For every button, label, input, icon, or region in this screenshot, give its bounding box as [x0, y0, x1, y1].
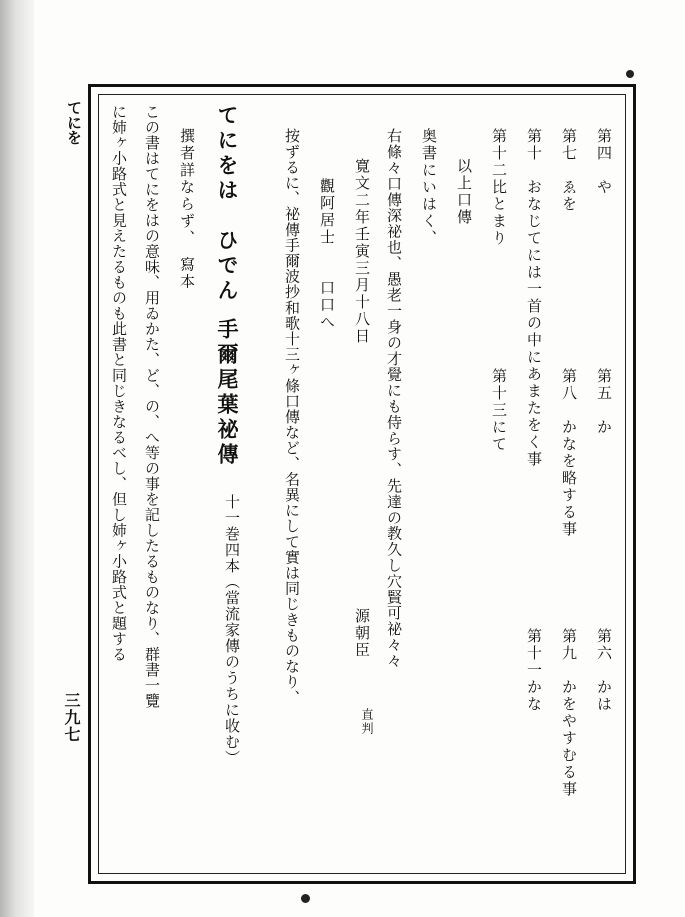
text-column: に姉ヶ小路式と見えたるものも此書と同じきなるべし、但し姉ヶ小路式と題する: [110, 104, 128, 662]
running-head: てにを: [65, 100, 83, 145]
list-entry: 第六 かは: [595, 628, 613, 713]
volume-note: 十一巻四本（當流家傳のうちに收む）: [223, 494, 241, 766]
list-entry: 第十三にて: [490, 368, 508, 453]
page-number: 三九七: [62, 692, 81, 743]
list-entry: 第七 ゑを: [560, 128, 578, 213]
list-entry: 第十二比とまり: [490, 128, 508, 247]
list-entry: 第五 か: [595, 368, 613, 436]
list-entry: 第四 や: [595, 128, 613, 196]
list-entry: 第十一かな: [525, 628, 543, 713]
scan-speck: [301, 894, 310, 903]
text-column: 撰者詳ならず、 寫本: [178, 128, 196, 291]
seal-note: 直判: [360, 708, 374, 736]
list-entry: 第十 おなじてには一首の中にあまたをく事: [525, 128, 543, 468]
scan-edge-shadow: [0, 0, 34, 917]
text-column: 以上口傳: [455, 158, 473, 226]
text-column: 觀阿居士 口口へ: [318, 178, 336, 331]
list-entry: 第九 かをやすむる事: [560, 628, 578, 798]
text-column: 右條々口傳深祕也、愚老一身の才覺にも侍らす、先達の教久し穴賢可祕々々: [385, 128, 403, 669]
text-column: 按ずるに、祕傳手爾波抄和歌十三ヶ條口傳など、名異にして實は同じきものなり、: [283, 128, 301, 706]
book-title: 手爾尾葉祕傳: [215, 318, 240, 468]
text-column: 奥書にいはく、: [420, 128, 438, 247]
scan-speck: [626, 70, 634, 78]
text-column: 寛文二年壬寅三月十八日: [353, 158, 371, 345]
signature-name: 源朝臣: [353, 608, 371, 659]
text-column: この書はてにをはの意味、用ゐかた、ど、の、へ等の事を記したるものなり、群書一覽: [143, 104, 161, 709]
book-title-kana: てにをは ひでん: [215, 104, 240, 304]
list-entry: 第八 かなを略する事: [560, 368, 578, 538]
